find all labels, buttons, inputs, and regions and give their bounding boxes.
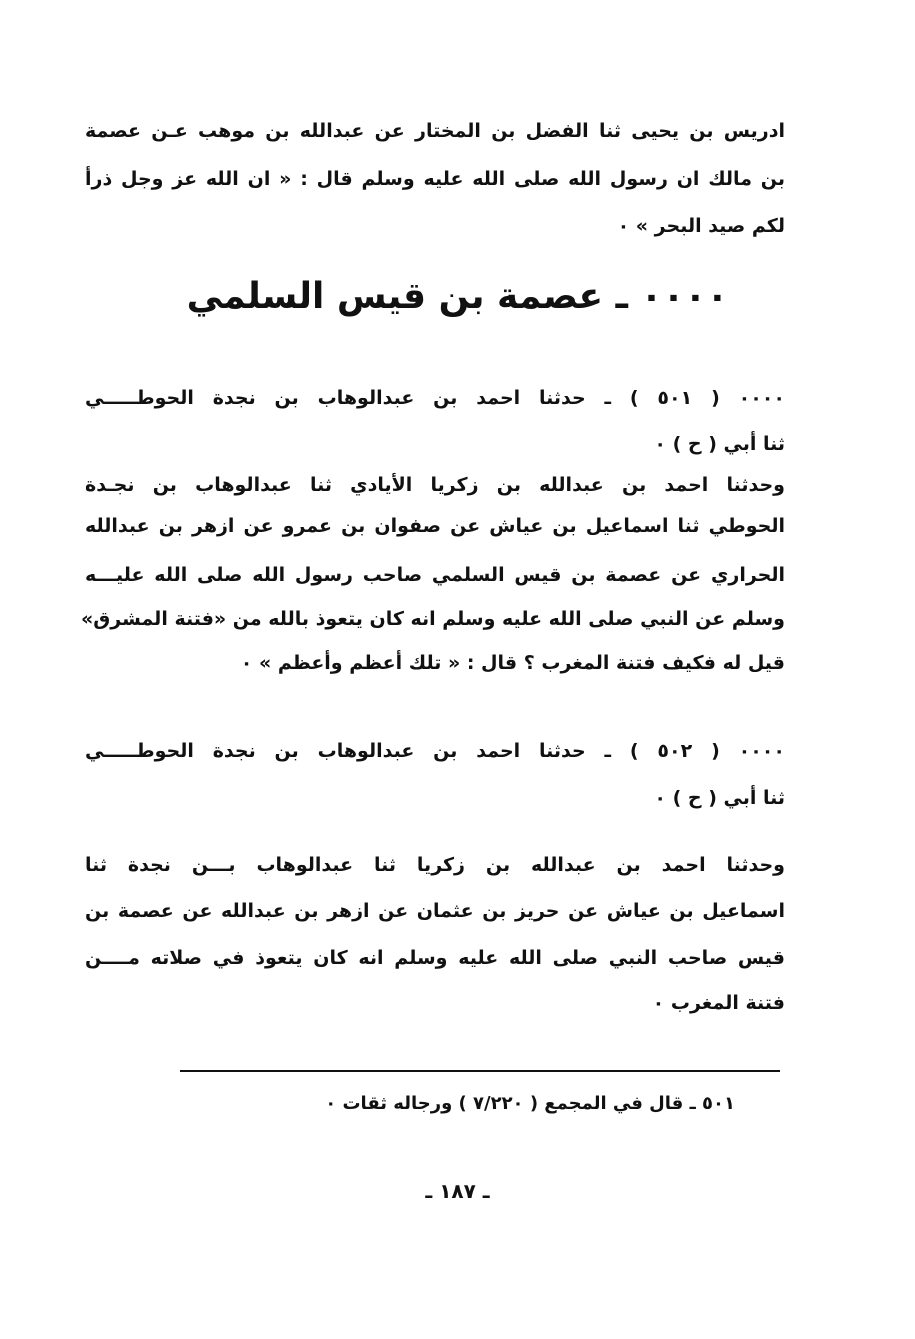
footnote: ٥٠١ ـ قال في المجمع ( ٧/٢٢٠ ) ورجاله ثقات ٠ xyxy=(325,1093,735,1114)
text-line: ادريس بن يحيى ثنا الفضل بن المختار عن عبدالله بن موهب عـن عصمة xyxy=(85,120,785,142)
text-line: الحوطي ثنا اسماعيل بن عياش عن صفوان بن عمرو عن ازهر بن عبدالله xyxy=(85,515,785,537)
text-line: اسماعيل بن عياش عن حريز بن عثمان عن ازهر بن عبدالله عن عصمة بن xyxy=(85,900,785,922)
hadith-501-heading-cont: ثنا أبي ( ح ) ٠ xyxy=(654,433,785,455)
text-line: قيس صاحب النبي صلى الله عليه وسلم انه كان يتعوذ في صلاته مــــن xyxy=(85,947,785,969)
text-line: قيل له فكيف فتنة المغرب ؟ قال : « تلك أعظم وأعظم » ٠ xyxy=(240,652,785,674)
footnote-divider xyxy=(180,1070,780,1072)
text-line: فتنة المغرب ٠ xyxy=(652,992,785,1014)
hadith-502-heading: ٠٠٠٠ ( ٥٠٢ ) ـ حدثنا احمد بن عبدالوهاب بن نجدة الحوطـــــي xyxy=(85,740,785,762)
text-line: الحراري عن عصمة بن قيس السلمي صاحب رسول الله صلى الله عليـــه xyxy=(85,564,785,586)
hadith-502-heading-cont: ثنا أبي ( ح ) ٠ xyxy=(654,787,785,809)
text-line: وحدثنا احمد بن عبدالله بن زكريا الأيادي ثنا عبدالوهاب بن نجـدة xyxy=(85,474,785,496)
page-number: ـ ١٨٧ ـ xyxy=(425,1179,490,1203)
hadith-501-heading: ٠٠٠٠ ( ٥٠١ ) ـ حدثنا احمد بن عبدالوهاب بن نجدة الحوطـــــي xyxy=(85,387,785,409)
section-title: ٠٠٠٠ ـ عصمة بن قيس السلمي xyxy=(186,276,729,317)
text-line: وحدثنا احمد بن عبدالله بن زكريا ثنا عبدالوهاب بـــن نجدة ثنا xyxy=(85,854,785,876)
text-line: بن مالك ان رسول الله صلى الله عليه وسلم قال : « ان الله عز وجل ذرأ xyxy=(85,168,785,190)
text-line: لكم صيد البحر » ٠ xyxy=(617,215,785,237)
text-line: وسلم عن النبي صلى الله عليه وسلم انه كان يتعوذ بالله من «فتنة المشرق» xyxy=(81,608,785,630)
